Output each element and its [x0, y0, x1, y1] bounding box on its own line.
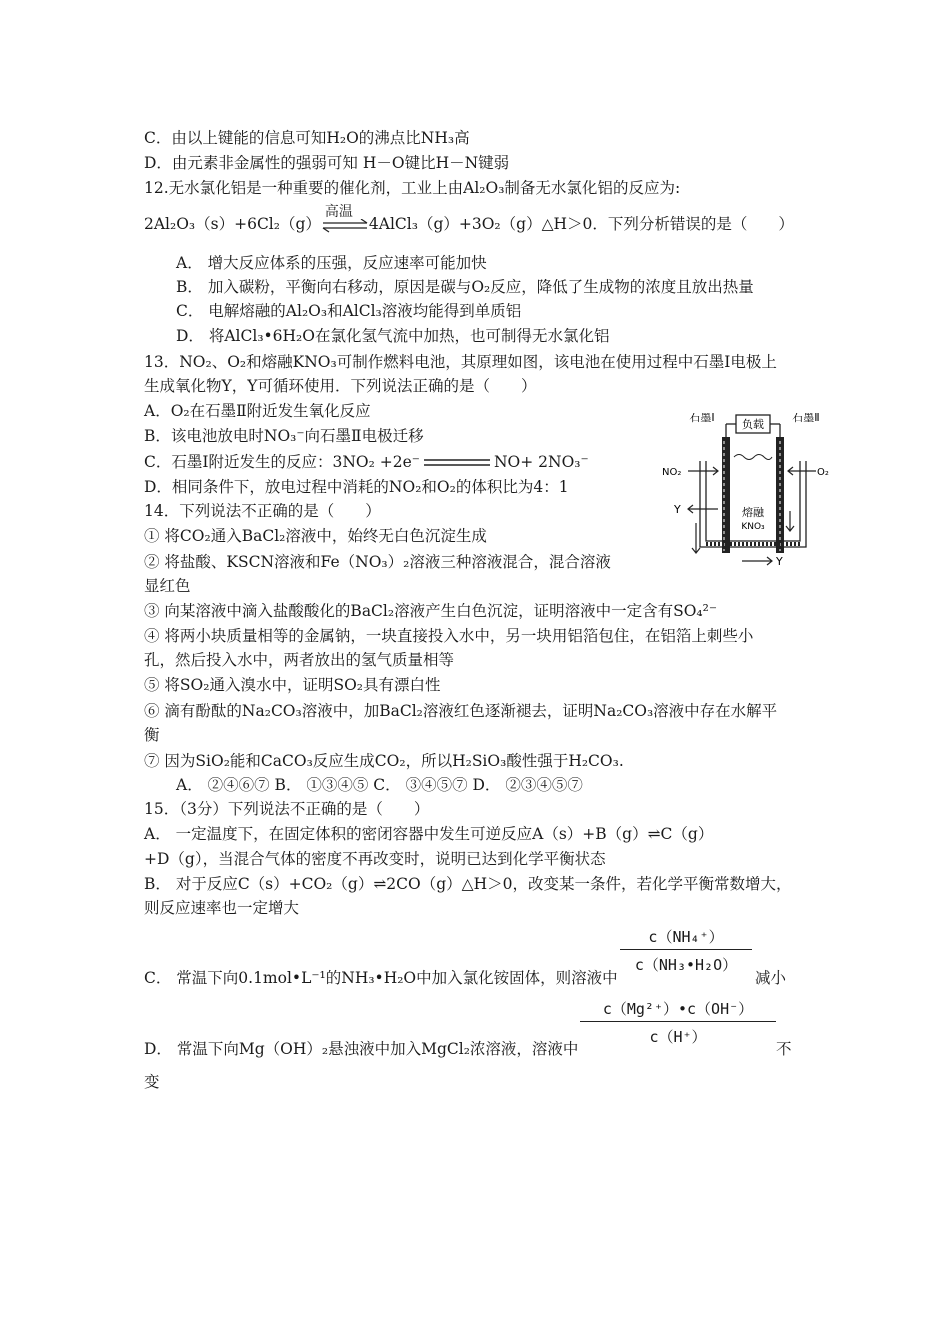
- option-b: B． 加入碳粉，平衡向右移动，原因是碳与O₂反应，降低了生成物的浓度且放出热量: [176, 278, 754, 296]
- equilibrium-arrow: [321, 204, 369, 233]
- question-13-stem: 13．NO₂、O₂和熔融KNO₃可制作燃料电池，其原理如图，该电池在使用过程中石墨Ⅰ电极上: [144, 353, 777, 371]
- option-b: B． 对于反应C（s）+CO₂（g）⇌2CO（g）△H＞0，改变某一条件，若化学平衡常数增大，: [144, 875, 792, 893]
- statement-4: ④ 将两小块质量相等的金属钠，一块直接投入水中，另一块用铝箔包住，在铝箔上刺些小: [144, 627, 754, 645]
- text-line: 生成氧化物Y，Y可循环使用．下列说法正确的是（ ）: [144, 377, 537, 395]
- option-a: A． 一定温度下，在固定体积的密闭容器中发生可逆反应A（s）+B（g）⇌C（g）: [144, 825, 714, 843]
- option-d: D． 常温下向Mg（OH）₂悬浊液中加入MgCl₂浓溶液，溶液中: [144, 1040, 579, 1058]
- reaction-equation: [144, 204, 794, 235]
- electrode-1-label: 石墨Ⅰ: [689, 413, 715, 424]
- option-d-tail: 不: [776, 1040, 792, 1058]
- statement-1: ① 将CO₂通入BaCl₂溶液中，始终无白色沉淀生成: [144, 527, 487, 545]
- reaction-condition: 高温: [324, 204, 353, 220]
- fuel-cell-diagram: [660, 413, 830, 573]
- equals-arrow-icon: [422, 458, 492, 468]
- option-c-right: NO+ 2NO₃⁻: [493, 453, 589, 471]
- text-line: 变: [144, 1073, 160, 1091]
- text-line: 显红色: [144, 577, 191, 595]
- option-b: B．该电池放电时NO₃⁻向石墨Ⅱ电极迁移: [144, 427, 424, 445]
- text-line: +D（g），当混合气体的密度不再改变时，说明已达到化学平衡状态: [144, 850, 606, 868]
- fraction-d: [580, 996, 776, 1051]
- no2-label: NO₂: [662, 467, 682, 478]
- statement-2: ② 将盐酸、KSCN溶液和Fe（NO₃）₂溶液三种溶液混合，混合溶液: [144, 553, 611, 571]
- option-d: D．相同条件下，放电过程中消耗的NO₂和O₂的体积比为4：1: [144, 478, 569, 496]
- o2-label: O₂: [817, 467, 829, 478]
- fraction-c: [620, 924, 752, 979]
- statement-7: ⑦ 因为SiO₂能和CaCO₃反应生成CO₂，所以H₂SiO₃酸性强于H₂CO₃.: [144, 752, 624, 770]
- melt-label: 熔融: [742, 506, 764, 519]
- text-line: 孔，然后投入水中，两者放出的氢气质量相等: [144, 651, 455, 669]
- reaction-right: 4AlCl₃（g）+3O₂（g）△H＞0．下列分析错误的是（ ）: [368, 215, 794, 233]
- text-line: 衡: [144, 726, 160, 744]
- y-left-label: Y: [674, 503, 681, 516]
- electrode-2-label: 石墨Ⅱ: [792, 413, 820, 424]
- statement-3: ③ 向某溶液中滴入盐酸酸化的BaCl₂溶液产生白色沉淀，证明溶液中一定含有SO₄²⁻: [144, 602, 718, 620]
- fraction-d-numerator: c（Mg²⁺）•c（OH⁻）: [580, 996, 776, 1022]
- option-d: D． 将AlCl₃•6H₂O在氯化氢气流中加热，也可制得无水氯化铝: [176, 327, 610, 345]
- text-line: D．由元素非金属性的强弱可知 H－O键比H－N键弱: [144, 154, 510, 172]
- option-c: C． 常温下向0.1mol•L⁻¹的NH₃•H₂O中加入氯化铵固体，则溶液中: [144, 969, 618, 987]
- y-bottom-label: Y: [776, 555, 783, 568]
- option-c: C． 电解熔融的Al₂O₃和AlCl₃溶液均能得到单质铝: [176, 302, 522, 320]
- statement-6: ⑥ 滴有酚酞的Na₂CO₃溶液中，加BaCl₂溶液红色逐渐褪去，证明Na₂CO₃溶液中存在水解平: [144, 702, 778, 720]
- equilibrium-arrow-icon: [321, 219, 369, 233]
- text-line: C．由以上键能的信息可知H₂O的沸点比NH₃高: [144, 129, 470, 147]
- answer-options: A． ②④⑥⑦ B． ①③④⑤ C． ③④⑤⑦ D． ②③④⑤⑦: [176, 776, 583, 794]
- question-15-stem: 15．（3分）下列说法不正确的是（ ）: [144, 800, 430, 818]
- text-line: 则反应速率也一定增大: [144, 899, 300, 917]
- load-label: 负载: [742, 418, 764, 431]
- statement-5: ⑤ 将SO₂通入溴水中，证明SO₂具有漂白性: [144, 676, 441, 694]
- fraction-c-numerator: c（NH₄⁺）: [620, 924, 752, 950]
- question-12-stem: 12.无水氯化铝是一种重要的催化剂，工业上由Al₂O₃制备无水氯化铝的反应为:: [144, 179, 681, 197]
- fraction-d-denominator: c（H⁺）: [649, 1028, 707, 1046]
- option-c-left: C．石墨Ⅰ附近发生的反应：3NO₂ +2e⁻: [144, 453, 420, 471]
- question-14-stem: 14．下列说法不正确的是（ ）: [144, 502, 381, 520]
- fraction-c-denominator: c（NH₃•H₂O）: [634, 956, 738, 974]
- option-c: [144, 451, 589, 473]
- option-a: A．O₂在石墨Ⅱ附近发生氧化反应: [144, 402, 371, 420]
- option-c-tail: 减小: [755, 969, 787, 987]
- option-a: A． 增大反应体系的压强，反应速率可能加快: [176, 254, 487, 272]
- melt-label: KNO₃: [741, 522, 765, 532]
- reaction-left: 2Al₂O₃（s）+6Cl₂（g）: [144, 215, 321, 233]
